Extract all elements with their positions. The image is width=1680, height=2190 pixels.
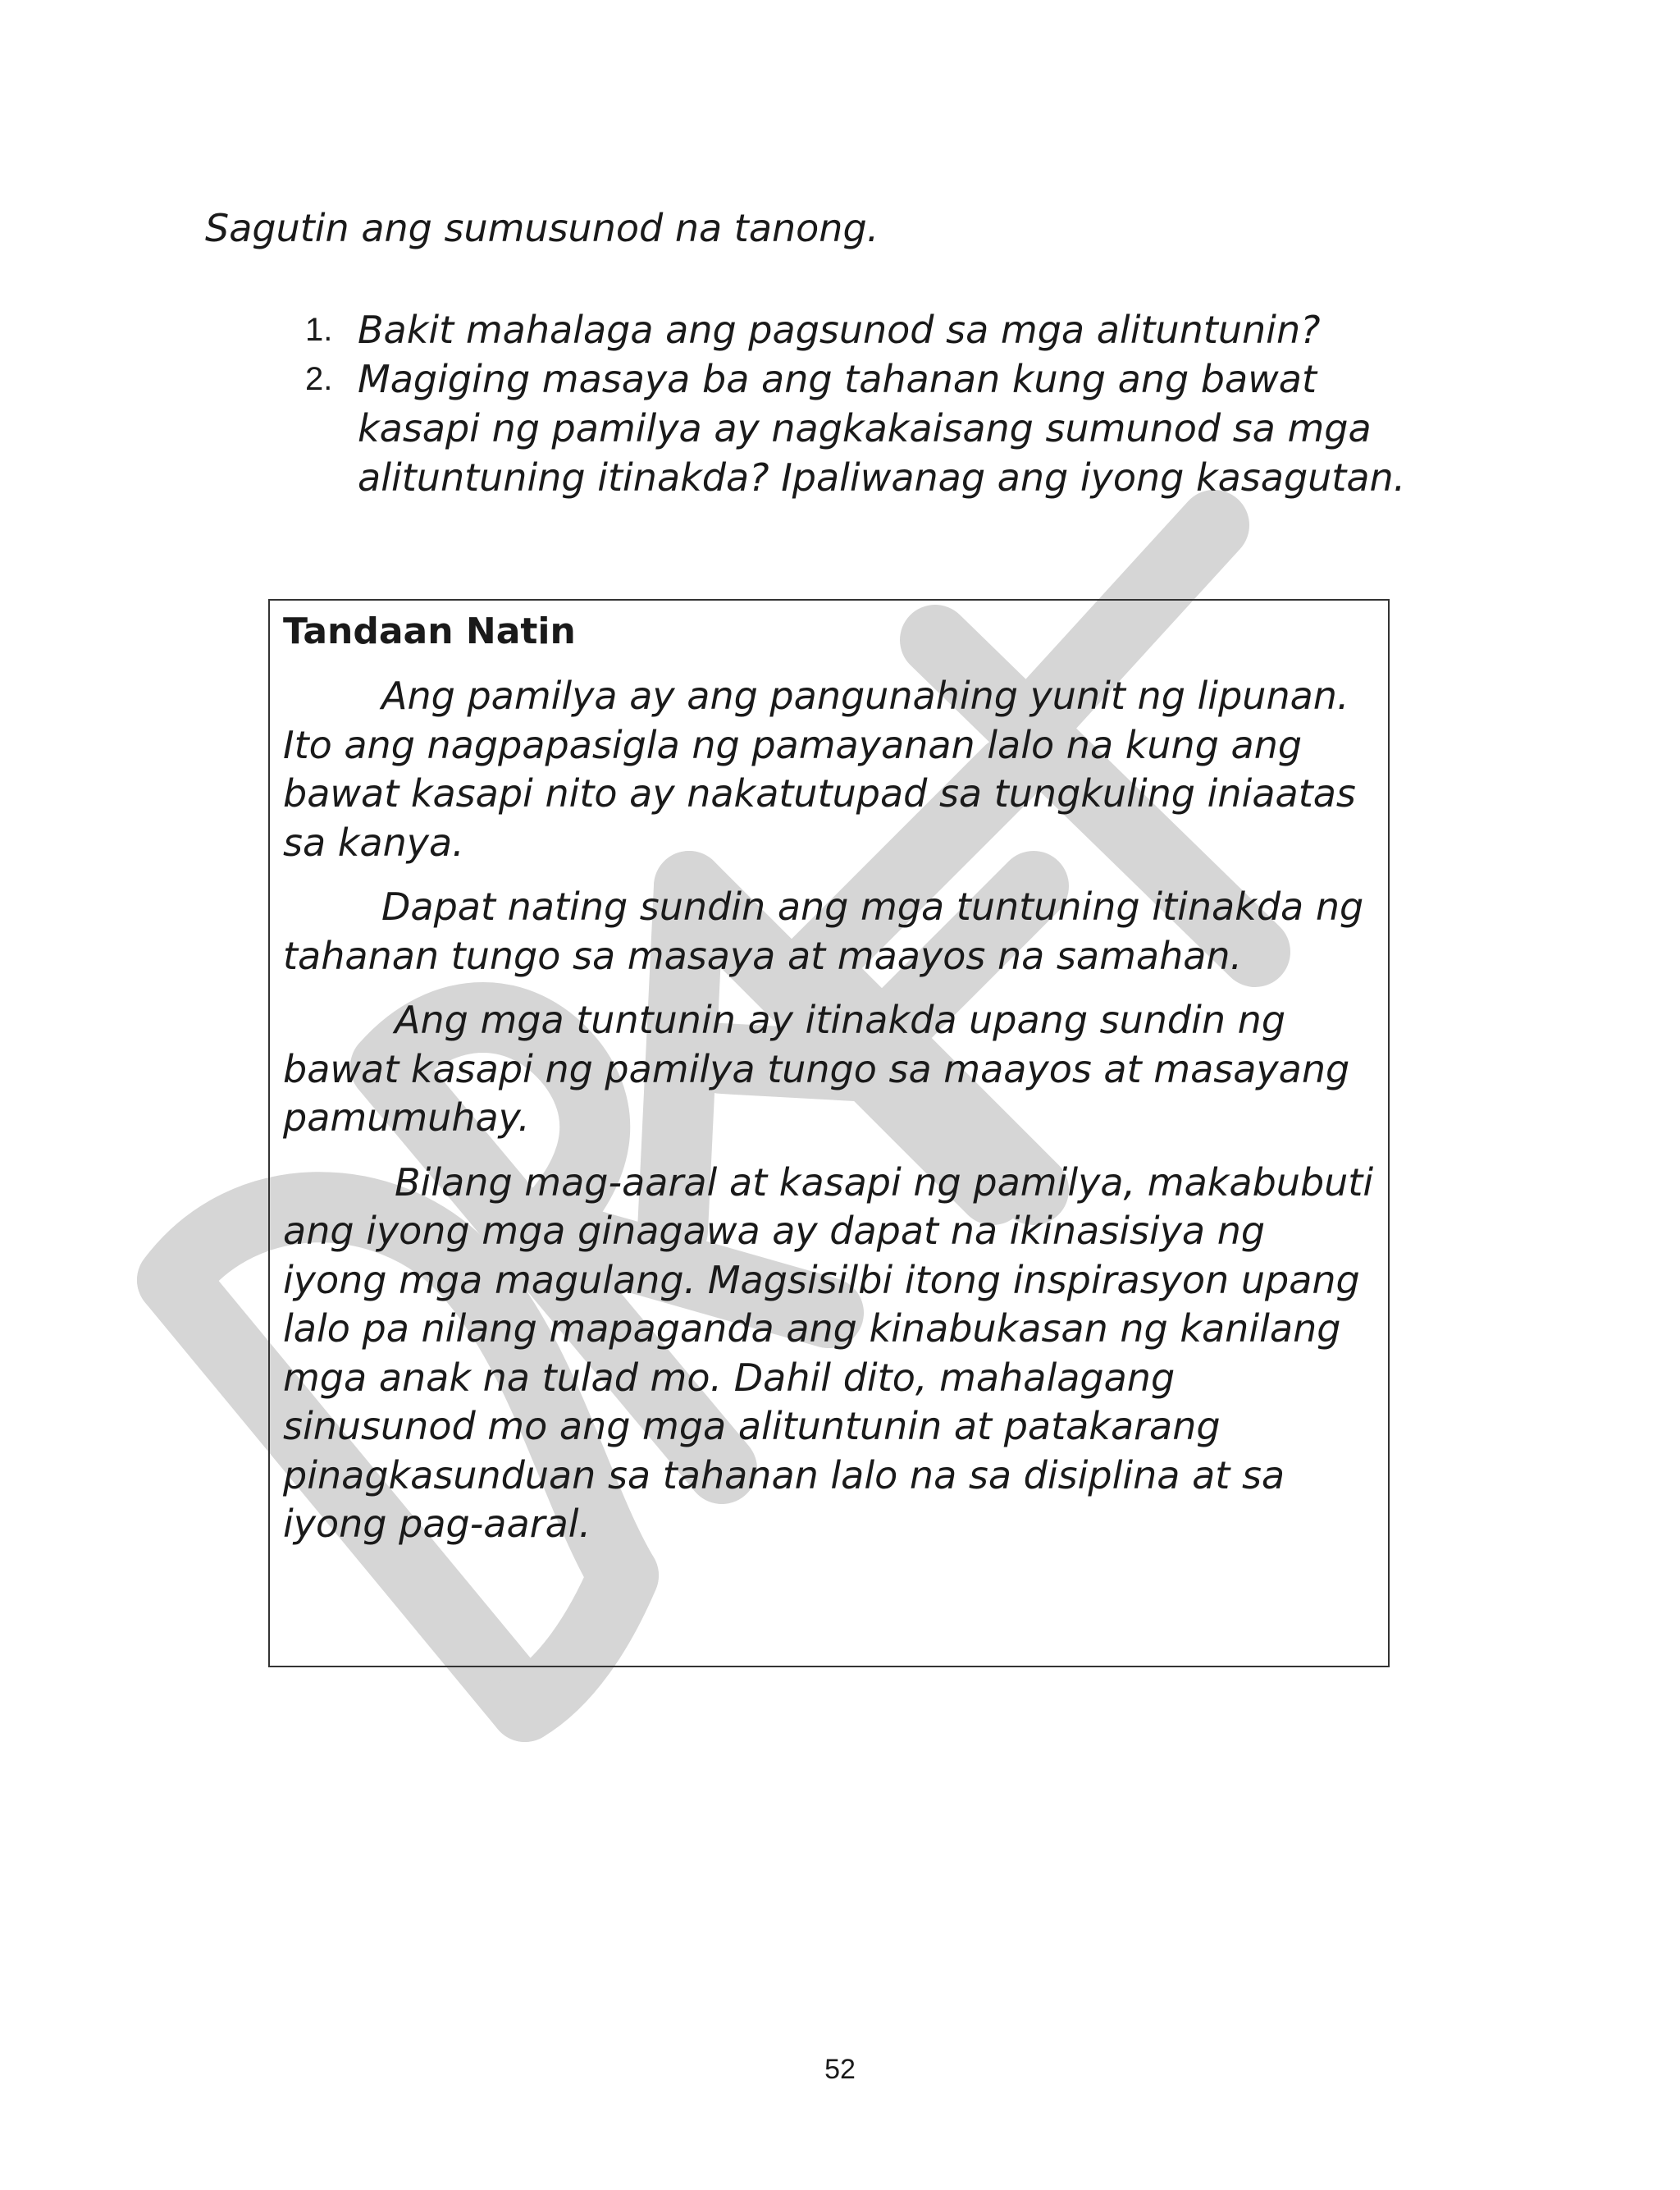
instruction-text: Sagutin ang sumusunod na tanong. (205, 206, 879, 250)
question-item (305, 354, 1413, 502)
tandaan-natin-box (268, 599, 1390, 1667)
question-list (305, 305, 1413, 502)
question-item (305, 305, 1413, 354)
question-text: Bakit mahalaga ang pagsunod sa mga alituntunin? (358, 308, 1321, 352)
box-paragraph: Ang pamilya ay ang pangunahing yunit ng lipunan. Ito ang nagpapasigla ng pamayanan lalo na kung ang bawat kasapi nito ay nakatutupad sa tungkuling iniaatas sa kanya. (283, 674, 1356, 865)
box-paragraph: Bilang mag-aaral at kasapi ng pamilya, makabubuti ang iyong mga ginagawa ay dapat na ikinasisiya ng iyong mga magulang. Magsisilbi itong inspirasyon upang lalo pa nilang mapaganda ang kinabukasan ng kanilang mga anak na tulad mo. Dahil dito, mahalagang sinusunod mo ang mga alituntunin at patakarang pinagkasunduan sa tahanan lalo na sa disiplina at sa iyong pag-aaral. (283, 1159, 1374, 1546)
box-paragraph: Dapat nating sundin ang mga tuntuning itinakda ng tahanan tungo sa masaya at maayos na samahan. (283, 885, 1364, 978)
question-text: Magiging masaya ba ang tahanan kung ang bawat kasapi ng pamilya ay nagkakaisang sumunod sa mga alituntuning itinakda? Ipaliwanag ang iyong kasagutan. (358, 357, 1406, 500)
box-title: Tandaan Natin (283, 610, 576, 652)
page-number: 52 (824, 2054, 856, 2085)
question-number: 2. (305, 361, 333, 397)
box-paragraph: Ang mga tuntunin ay itinakda upang sundin ng bawat kasapi ng pamilya tungo sa maayos at masayang pamumuhay. (283, 998, 1350, 1140)
question-number: 1. (305, 312, 333, 348)
